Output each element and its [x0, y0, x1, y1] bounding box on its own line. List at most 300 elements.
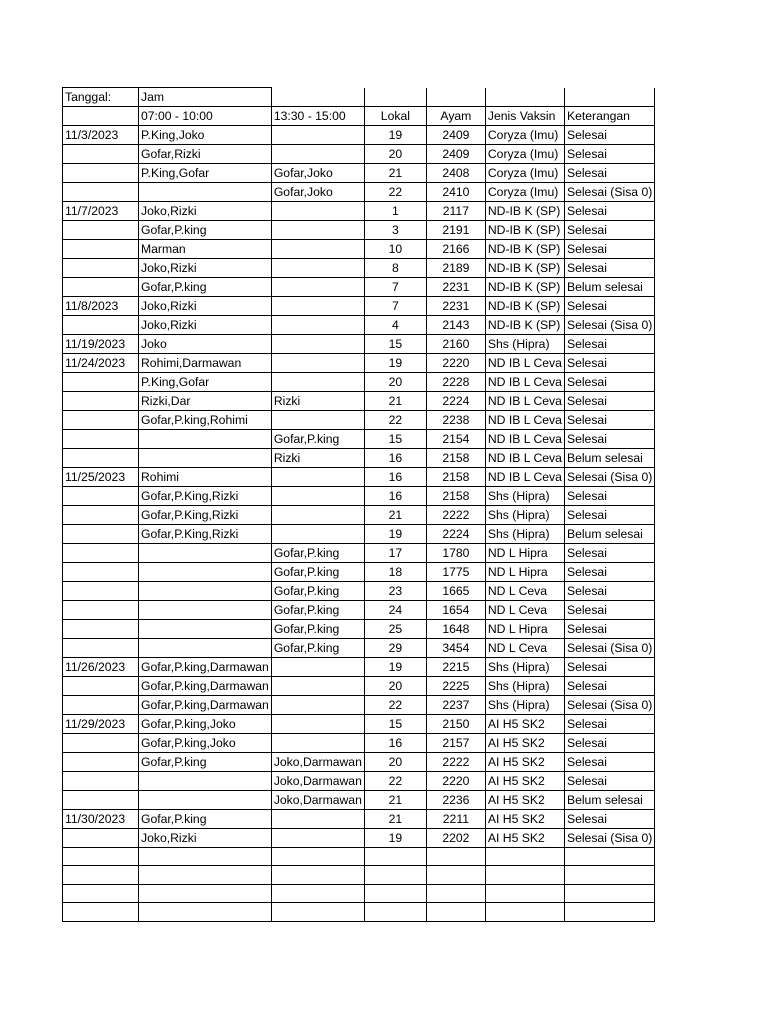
tanggal-cell[interactable]: [63, 449, 139, 468]
tanggal-cell[interactable]: [63, 772, 139, 791]
jam-pagi-cell[interactable]: Gofar,P.King,Rizki: [139, 487, 272, 506]
jenis-vaksin-cell[interactable]: ND-IB K (SP): [485, 278, 564, 297]
tanggal-cell[interactable]: 11/8/2023: [63, 297, 139, 316]
ayam-cell[interactable]: 2231: [426, 297, 485, 316]
jam-pagi-cell[interactable]: [139, 848, 272, 866]
ayam-cell[interactable]: 2224: [426, 525, 485, 544]
jenis-vaksin-cell[interactable]: [485, 88, 564, 107]
lokal-cell[interactable]: 21: [364, 164, 426, 183]
jenis-vaksin-cell[interactable]: Shs (Hipra): [485, 677, 564, 696]
keterangan-cell[interactable]: Selesai: [564, 259, 654, 278]
lokal-cell[interactable]: 19: [364, 525, 426, 544]
ayam-cell[interactable]: 2211: [426, 810, 485, 829]
tanggal-cell[interactable]: [63, 411, 139, 430]
jam-siang-cell[interactable]: [271, 677, 364, 696]
tanggal-cell[interactable]: [63, 544, 139, 563]
ayam-cell[interactable]: 2409: [426, 145, 485, 164]
tanggal-cell[interactable]: [63, 677, 139, 696]
keterangan-cell[interactable]: Selesai: [564, 658, 654, 677]
jam-pagi-cell[interactable]: Joko,Rizki: [139, 297, 272, 316]
lokal-cell[interactable]: [364, 88, 426, 107]
jam-siang-cell[interactable]: Gofar,P.king: [271, 639, 364, 658]
jenis-vaksin-cell[interactable]: AI H5 SK2: [485, 772, 564, 791]
ayam-cell[interactable]: 2166: [426, 240, 485, 259]
tanggal-cell[interactable]: 11/19/2023: [63, 335, 139, 354]
lokal-cell[interactable]: 15: [364, 335, 426, 354]
keterangan-cell[interactable]: Selesai: [564, 753, 654, 772]
keterangan-cell[interactable]: [564, 884, 654, 902]
tanggal-cell[interactable]: [63, 373, 139, 392]
lokal-cell[interactable]: 15: [364, 430, 426, 449]
jenis-vaksin-cell[interactable]: ND IB L Ceva: [485, 449, 564, 468]
ayam-cell[interactable]: 2202: [426, 829, 485, 848]
ayam-cell[interactable]: 2191: [426, 221, 485, 240]
keterangan-cell[interactable]: Selesai: [564, 392, 654, 411]
jam-pagi-cell[interactable]: Gofar,P.king,Rohimi: [139, 411, 272, 430]
keterangan-cell[interactable]: Selesai: [564, 582, 654, 601]
ayam-cell[interactable]: 2150: [426, 715, 485, 734]
tanggal-cell[interactable]: Tanggal:: [63, 88, 139, 107]
jam-siang-cell[interactable]: Gofar,Joko: [271, 164, 364, 183]
jenis-vaksin-cell[interactable]: AI H5 SK2: [485, 810, 564, 829]
keterangan-cell[interactable]: [564, 88, 654, 107]
jam-siang-cell[interactable]: [271, 829, 364, 848]
ayam-cell[interactable]: [426, 848, 485, 866]
jenis-vaksin-cell[interactable]: ND-IB K (SP): [485, 221, 564, 240]
lokal-cell[interactable]: 23: [364, 582, 426, 601]
jam-pagi-cell[interactable]: Gofar,P.king,Darmawan: [139, 696, 272, 715]
keterangan-cell[interactable]: Selesai (Sisa 0): [564, 183, 654, 202]
keterangan-cell[interactable]: Selesai: [564, 544, 654, 563]
jam-pagi-cell[interactable]: Gofar,P.king: [139, 221, 272, 240]
lokal-cell[interactable]: 20: [364, 677, 426, 696]
tanggal-cell[interactable]: [63, 884, 139, 902]
jenis-vaksin-cell[interactable]: ND L Ceva: [485, 639, 564, 658]
lokal-cell[interactable]: 20: [364, 145, 426, 164]
jenis-vaksin-cell[interactable]: ND IB L Ceva: [485, 373, 564, 392]
jam-pagi-cell[interactable]: Joko,Rizki: [139, 259, 272, 278]
jenis-vaksin-cell[interactable]: ND IB L Ceva: [485, 430, 564, 449]
jenis-vaksin-cell[interactable]: ND L Hipra: [485, 620, 564, 639]
ayam-cell[interactable]: 1648: [426, 620, 485, 639]
lokal-cell[interactable]: 16: [364, 487, 426, 506]
tanggal-cell[interactable]: 11/29/2023: [63, 715, 139, 734]
lokal-cell[interactable]: 21: [364, 392, 426, 411]
lokal-cell[interactable]: 21: [364, 791, 426, 810]
ayam-cell[interactable]: 2220: [426, 354, 485, 373]
lokal-cell[interactable]: 19: [364, 829, 426, 848]
keterangan-cell[interactable]: Selesai: [564, 506, 654, 525]
jenis-vaksin-cell[interactable]: AI H5 SK2: [485, 829, 564, 848]
jam-siang-cell[interactable]: [271, 354, 364, 373]
keterangan-cell[interactable]: Selesai: [564, 221, 654, 240]
jam-siang-cell[interactable]: Joko,Darmawan: [271, 753, 364, 772]
jam-pagi-cell[interactable]: [139, 544, 272, 563]
keterangan-cell[interactable]: Selesai: [564, 601, 654, 620]
lokal-cell[interactable]: [364, 848, 426, 866]
ayam-cell[interactable]: 2228: [426, 373, 485, 392]
lokal-cell[interactable]: 20: [364, 373, 426, 392]
lokal-cell[interactable]: 17: [364, 544, 426, 563]
keterangan-cell[interactable]: Keterangan: [564, 107, 654, 126]
ayam-cell[interactable]: 2408: [426, 164, 485, 183]
tanggal-cell[interactable]: [63, 107, 139, 126]
jenis-vaksin-cell[interactable]: ND-IB K (SP): [485, 259, 564, 278]
tanggal-cell[interactable]: [63, 582, 139, 601]
jam-pagi-cell[interactable]: Gofar,P.king,Darmawan: [139, 677, 272, 696]
ayam-cell[interactable]: 2157: [426, 734, 485, 753]
jenis-vaksin-cell[interactable]: ND IB L Ceva: [485, 392, 564, 411]
ayam-cell[interactable]: 2158: [426, 468, 485, 487]
jenis-vaksin-cell[interactable]: ND L Ceva: [485, 582, 564, 601]
jenis-vaksin-cell[interactable]: ND-IB K (SP): [485, 316, 564, 335]
jam-siang-cell[interactable]: [271, 316, 364, 335]
tanggal-cell[interactable]: [63, 753, 139, 772]
tanggal-cell[interactable]: [63, 563, 139, 582]
lokal-cell[interactable]: 3: [364, 221, 426, 240]
lokal-cell[interactable]: 29: [364, 639, 426, 658]
keterangan-cell[interactable]: Belum selesai: [564, 791, 654, 810]
ayam-cell[interactable]: 1780: [426, 544, 485, 563]
tanggal-cell[interactable]: [63, 866, 139, 884]
keterangan-cell[interactable]: Belum selesai: [564, 525, 654, 544]
jam-pagi-cell[interactable]: Gofar,P.king: [139, 810, 272, 829]
jam-pagi-cell[interactable]: Gofar,P.king,Joko: [139, 715, 272, 734]
lokal-cell[interactable]: 19: [364, 658, 426, 677]
jam-siang-cell[interactable]: [271, 525, 364, 544]
tanggal-cell[interactable]: [63, 639, 139, 658]
ayam-cell[interactable]: 2224: [426, 392, 485, 411]
tanggal-cell[interactable]: [63, 829, 139, 848]
jam-pagi-cell[interactable]: [139, 903, 272, 921]
jenis-vaksin-cell[interactable]: Shs (Hipra): [485, 696, 564, 715]
ayam-cell[interactable]: 2143: [426, 316, 485, 335]
ayam-cell[interactable]: 2409: [426, 126, 485, 145]
ayam-cell[interactable]: 2117: [426, 202, 485, 221]
jam-siang-cell[interactable]: [271, 411, 364, 430]
keterangan-cell[interactable]: Selesai: [564, 354, 654, 373]
ayam-cell[interactable]: 2220: [426, 772, 485, 791]
lokal-cell[interactable]: 21: [364, 506, 426, 525]
jam-pagi-cell[interactable]: Gofar,P.king: [139, 753, 272, 772]
jam-siang-cell[interactable]: [271, 884, 364, 902]
tanggal-cell[interactable]: [63, 487, 139, 506]
jam-siang-cell[interactable]: [271, 240, 364, 259]
ayam-cell[interactable]: 1665: [426, 582, 485, 601]
jenis-vaksin-cell[interactable]: Shs (Hipra): [485, 335, 564, 354]
keterangan-cell[interactable]: Selesai: [564, 202, 654, 221]
tanggal-cell[interactable]: 11/26/2023: [63, 658, 139, 677]
keterangan-cell[interactable]: Selesai (Sisa 0): [564, 639, 654, 658]
lokal-cell[interactable]: 16: [364, 449, 426, 468]
ayam-cell[interactable]: 2236: [426, 791, 485, 810]
tanggal-cell[interactable]: [63, 848, 139, 866]
jenis-vaksin-cell[interactable]: AI H5 SK2: [485, 734, 564, 753]
jenis-vaksin-cell[interactable]: Shs (Hipra): [485, 506, 564, 525]
jam-siang-cell[interactable]: Gofar,P.king: [271, 582, 364, 601]
tanggal-cell[interactable]: 11/30/2023: [63, 810, 139, 829]
lokal-cell[interactable]: 20: [364, 753, 426, 772]
tanggal-cell[interactable]: [63, 620, 139, 639]
tanggal-cell[interactable]: 11/3/2023: [63, 126, 139, 145]
jenis-vaksin-cell[interactable]: ND-IB K (SP): [485, 202, 564, 221]
ayam-cell[interactable]: 2410: [426, 183, 485, 202]
jam-pagi-cell[interactable]: Joko,Rizki: [139, 829, 272, 848]
jam-siang-cell[interactable]: [271, 468, 364, 487]
tanggal-cell[interactable]: [63, 903, 139, 921]
jam-pagi-cell[interactable]: P.King,Joko: [139, 126, 272, 145]
jenis-vaksin-cell[interactable]: Shs (Hipra): [485, 525, 564, 544]
ayam-cell[interactable]: Ayam: [426, 107, 485, 126]
keterangan-cell[interactable]: Selesai: [564, 240, 654, 259]
tanggal-cell[interactable]: [63, 506, 139, 525]
jam-pagi-cell[interactable]: Marman: [139, 240, 272, 259]
jam-pagi-cell[interactable]: [139, 183, 272, 202]
keterangan-cell[interactable]: Selesai: [564, 677, 654, 696]
jam-siang-cell[interactable]: 13:30 - 15:00: [271, 107, 364, 126]
keterangan-cell[interactable]: Belum selesai: [564, 278, 654, 297]
jam-pagi-cell[interactable]: Joko: [139, 335, 272, 354]
jam-siang-cell[interactable]: [271, 487, 364, 506]
lokal-cell[interactable]: 25: [364, 620, 426, 639]
lokal-cell[interactable]: 16: [364, 468, 426, 487]
jam-pagi-cell[interactable]: Rizki,Dar: [139, 392, 272, 411]
jam-siang-cell[interactable]: [271, 145, 364, 164]
tanggal-cell[interactable]: [63, 734, 139, 753]
jenis-vaksin-cell[interactable]: ND L Ceva: [485, 601, 564, 620]
jenis-vaksin-cell[interactable]: ND IB L Ceva: [485, 354, 564, 373]
keterangan-cell[interactable]: Selesai (Sisa 0): [564, 468, 654, 487]
lokal-cell[interactable]: 19: [364, 354, 426, 373]
jenis-vaksin-cell[interactable]: [485, 903, 564, 921]
jam-siang-cell[interactable]: Joko,Darmawan: [271, 791, 364, 810]
jam-siang-cell[interactable]: [271, 335, 364, 354]
jam-pagi-cell[interactable]: Rohimi,Darmawan: [139, 354, 272, 373]
ayam-cell[interactable]: 2160: [426, 335, 485, 354]
keterangan-cell[interactable]: Selesai: [564, 620, 654, 639]
jam-pagi-cell[interactable]: [139, 791, 272, 810]
jam-pagi-cell[interactable]: [139, 772, 272, 791]
jenis-vaksin-cell[interactable]: Coryza (Imu): [485, 183, 564, 202]
keterangan-cell[interactable]: Selesai: [564, 563, 654, 582]
keterangan-cell[interactable]: Selesai (Sisa 0): [564, 696, 654, 715]
tanggal-cell[interactable]: [63, 183, 139, 202]
keterangan-cell[interactable]: Selesai: [564, 487, 654, 506]
keterangan-cell[interactable]: Selesai: [564, 772, 654, 791]
ayam-cell[interactable]: [426, 903, 485, 921]
ayam-cell[interactable]: 2222: [426, 506, 485, 525]
jenis-vaksin-cell[interactable]: Coryza (Imu): [485, 126, 564, 145]
tanggal-cell[interactable]: [63, 164, 139, 183]
jam-pagi-cell[interactable]: P.King,Gofar: [139, 164, 272, 183]
lokal-cell[interactable]: 19: [364, 126, 426, 145]
ayam-cell[interactable]: [426, 88, 485, 107]
jenis-vaksin-cell[interactable]: [485, 884, 564, 902]
ayam-cell[interactable]: 1775: [426, 563, 485, 582]
ayam-cell[interactable]: 2222: [426, 753, 485, 772]
tanggal-cell[interactable]: [63, 145, 139, 164]
ayam-cell[interactable]: 3454: [426, 639, 485, 658]
lokal-cell[interactable]: 22: [364, 696, 426, 715]
tanggal-cell[interactable]: [63, 316, 139, 335]
lokal-cell[interactable]: 7: [364, 297, 426, 316]
keterangan-cell[interactable]: Selesai: [564, 810, 654, 829]
jam-pagi-cell[interactable]: [139, 620, 272, 639]
tanggal-cell[interactable]: 11/24/2023: [63, 354, 139, 373]
lokal-cell[interactable]: 15: [364, 715, 426, 734]
jenis-vaksin-cell[interactable]: Coryza (Imu): [485, 145, 564, 164]
jam-siang-cell[interactable]: Gofar,P.king: [271, 563, 364, 582]
jam-siang-cell[interactable]: Joko,Darmawan: [271, 772, 364, 791]
ayam-cell[interactable]: 1654: [426, 601, 485, 620]
keterangan-cell[interactable]: Selesai: [564, 734, 654, 753]
keterangan-cell[interactable]: Selesai: [564, 335, 654, 354]
jam-pagi-cell[interactable]: Gofar,P.King,Rizki: [139, 525, 272, 544]
jam-siang-cell[interactable]: [271, 126, 364, 145]
lokal-cell[interactable]: 1: [364, 202, 426, 221]
ayam-cell[interactable]: [426, 884, 485, 902]
jam-pagi-cell[interactable]: [139, 563, 272, 582]
lokal-cell[interactable]: 16: [364, 734, 426, 753]
keterangan-cell[interactable]: [564, 903, 654, 921]
lokal-cell[interactable]: 10: [364, 240, 426, 259]
tanggal-cell[interactable]: [63, 278, 139, 297]
keterangan-cell[interactable]: [564, 866, 654, 884]
jam-siang-cell[interactable]: [271, 278, 364, 297]
jenis-vaksin-cell[interactable]: Shs (Hipra): [485, 487, 564, 506]
jam-siang-cell[interactable]: [271, 202, 364, 221]
jenis-vaksin-cell[interactable]: ND IB L Ceva: [485, 411, 564, 430]
keterangan-cell[interactable]: Selesai: [564, 411, 654, 430]
jam-pagi-cell[interactable]: [139, 430, 272, 449]
jam-pagi-cell[interactable]: Gofar,P.king,Darmawan: [139, 658, 272, 677]
jenis-vaksin-cell[interactable]: ND IB L Ceva: [485, 468, 564, 487]
lokal-cell[interactable]: [364, 866, 426, 884]
lokal-cell[interactable]: 22: [364, 772, 426, 791]
jenis-vaksin-cell[interactable]: AI H5 SK2: [485, 791, 564, 810]
tanggal-cell[interactable]: [63, 392, 139, 411]
keterangan-cell[interactable]: Selesai: [564, 164, 654, 183]
jam-pagi-cell[interactable]: [139, 449, 272, 468]
jam-siang-cell[interactable]: [271, 259, 364, 278]
tanggal-cell[interactable]: 11/25/2023: [63, 468, 139, 487]
lokal-cell[interactable]: 18: [364, 563, 426, 582]
ayam-cell[interactable]: 2238: [426, 411, 485, 430]
jam-pagi-cell[interactable]: Gofar,Rizki: [139, 145, 272, 164]
tanggal-cell[interactable]: [63, 601, 139, 620]
jam-siang-cell[interactable]: Gofar,P.king: [271, 430, 364, 449]
jenis-vaksin-cell[interactable]: ND L Hipra: [485, 544, 564, 563]
jenis-vaksin-cell[interactable]: ND L Hipra: [485, 563, 564, 582]
jam-siang-cell[interactable]: Rizki: [271, 449, 364, 468]
lokal-cell[interactable]: 4: [364, 316, 426, 335]
keterangan-cell[interactable]: Selesai (Sisa 0): [564, 829, 654, 848]
keterangan-cell[interactable]: Belum selesai: [564, 449, 654, 468]
jam-siang-cell[interactable]: Rizki: [271, 392, 364, 411]
tanggal-cell[interactable]: [63, 791, 139, 810]
keterangan-cell[interactable]: Selesai: [564, 126, 654, 145]
lokal-cell[interactable]: 8: [364, 259, 426, 278]
jam-pagi-cell[interactable]: [139, 601, 272, 620]
jam-pagi-cell[interactable]: Jam: [139, 88, 272, 107]
jenis-vaksin-cell[interactable]: ND-IB K (SP): [485, 240, 564, 259]
jenis-vaksin-cell[interactable]: ND-IB K (SP): [485, 297, 564, 316]
ayam-cell[interactable]: 2158: [426, 487, 485, 506]
keterangan-cell[interactable]: Selesai: [564, 430, 654, 449]
jam-siang-cell[interactable]: [271, 715, 364, 734]
jam-pagi-cell[interactable]: [139, 866, 272, 884]
jam-siang-cell[interactable]: [271, 848, 364, 866]
tanggal-cell[interactable]: [63, 240, 139, 259]
ayam-cell[interactable]: 2158: [426, 449, 485, 468]
jenis-vaksin-cell[interactable]: [485, 848, 564, 866]
ayam-cell[interactable]: 2237: [426, 696, 485, 715]
tanggal-cell[interactable]: [63, 696, 139, 715]
jam-pagi-cell[interactable]: Joko,Rizki: [139, 202, 272, 221]
jam-siang-cell[interactable]: [271, 297, 364, 316]
tanggal-cell[interactable]: 11/7/2023: [63, 202, 139, 221]
keterangan-cell[interactable]: [564, 848, 654, 866]
keterangan-cell[interactable]: Selesai: [564, 297, 654, 316]
lokal-cell[interactable]: [364, 884, 426, 902]
lokal-cell[interactable]: 21: [364, 810, 426, 829]
jam-siang-cell[interactable]: [271, 373, 364, 392]
ayam-cell[interactable]: 2154: [426, 430, 485, 449]
jam-pagi-cell[interactable]: Joko,Rizki: [139, 316, 272, 335]
jenis-vaksin-cell[interactable]: [485, 866, 564, 884]
jam-siang-cell[interactable]: Gofar,P.king: [271, 620, 364, 639]
ayam-cell[interactable]: 2215: [426, 658, 485, 677]
jam-pagi-cell[interactable]: P.King,Gofar: [139, 373, 272, 392]
tanggal-cell[interactable]: [63, 259, 139, 278]
jenis-vaksin-cell[interactable]: AI H5 SK2: [485, 753, 564, 772]
jenis-vaksin-cell[interactable]: Coryza (Imu): [485, 164, 564, 183]
jam-pagi-cell[interactable]: Gofar,P.King,Rizki: [139, 506, 272, 525]
jam-siang-cell[interactable]: Gofar,P.king: [271, 544, 364, 563]
jenis-vaksin-cell[interactable]: Shs (Hipra): [485, 658, 564, 677]
jenis-vaksin-cell[interactable]: Jenis Vaksin: [485, 107, 564, 126]
tanggal-cell[interactable]: [63, 221, 139, 240]
ayam-cell[interactable]: 2231: [426, 278, 485, 297]
keterangan-cell[interactable]: Selesai: [564, 715, 654, 734]
jam-siang-cell[interactable]: [271, 221, 364, 240]
ayam-cell[interactable]: 2189: [426, 259, 485, 278]
jam-siang-cell[interactable]: [271, 696, 364, 715]
lokal-cell[interactable]: 22: [364, 411, 426, 430]
lokal-cell[interactable]: [364, 903, 426, 921]
jam-pagi-cell[interactable]: Gofar,P.king: [139, 278, 272, 297]
tanggal-cell[interactable]: [63, 525, 139, 544]
jam-siang-cell[interactable]: [271, 506, 364, 525]
jam-pagi-cell[interactable]: [139, 582, 272, 601]
jam-siang-cell[interactable]: [271, 658, 364, 677]
jam-pagi-cell[interactable]: Rohimi: [139, 468, 272, 487]
jenis-vaksin-cell[interactable]: AI H5 SK2: [485, 715, 564, 734]
jam-siang-cell[interactable]: [271, 88, 364, 107]
jam-siang-cell[interactable]: [271, 810, 364, 829]
keterangan-cell[interactable]: Selesai: [564, 373, 654, 392]
jam-pagi-cell[interactable]: Gofar,P.king,Joko: [139, 734, 272, 753]
jam-siang-cell[interactable]: [271, 903, 364, 921]
lokal-cell[interactable]: 22: [364, 183, 426, 202]
ayam-cell[interactable]: 2225: [426, 677, 485, 696]
jam-pagi-cell[interactable]: 07:00 - 10:00: [139, 107, 272, 126]
jam-siang-cell[interactable]: [271, 866, 364, 884]
jam-siang-cell[interactable]: Gofar,Joko: [271, 183, 364, 202]
jam-siang-cell[interactable]: Gofar,P.king: [271, 601, 364, 620]
lokal-cell[interactable]: Lokal: [364, 107, 426, 126]
keterangan-cell[interactable]: Selesai: [564, 145, 654, 164]
